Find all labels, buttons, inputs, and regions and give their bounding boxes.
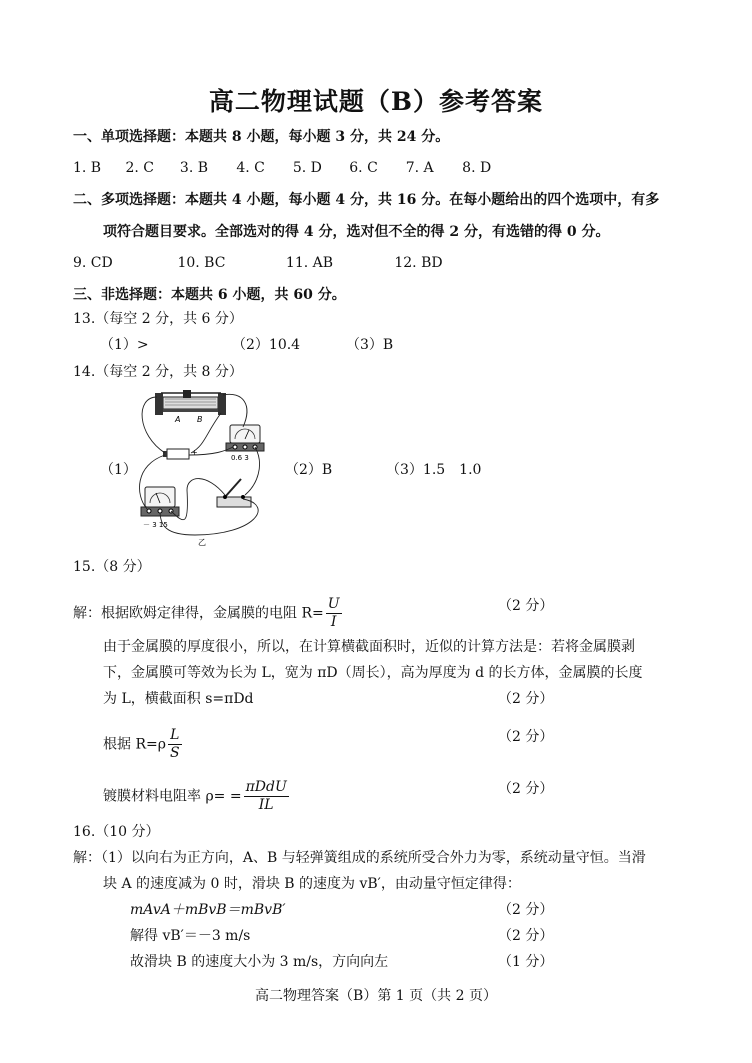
switch (217, 479, 251, 507)
answer-8: 8. D (462, 160, 492, 176)
q15-fraction-u-over-i (326, 596, 342, 631)
section-3-heading: 三、非选择题：本题共 6 小题，共 60 分。 (73, 287, 346, 303)
q14-answer-3: （3）1.5 1.0 (386, 462, 482, 478)
answer-4: 4. C (236, 160, 265, 176)
q15-line-5 (103, 727, 184, 762)
q16-line-2: 块 A 的速度减为 0 时，滑块 B 的速度为 vB′，由动量守恒定律得： (103, 876, 521, 892)
q13-answer-3: （3）B (346, 337, 394, 353)
q15-line-4: 为 L，横截面积 s=πDd (103, 691, 254, 707)
answer-5: 5. D (292, 160, 322, 176)
q15-frac3-num: πDdU (245, 779, 287, 795)
q15-line-5-text: 根据 R=ρ (103, 736, 166, 753)
q15-line-3: 下，金属膜可等效为长为 L，宽为 πD（周长），高为厚度为 d 的长方体，金属膜的长度 (103, 665, 643, 681)
q16-equation: mAvA＋mBvB＝mBvB′ (130, 902, 286, 918)
q15-score-4: （2 分） (498, 781, 554, 797)
figure-caption: 乙 (198, 538, 206, 547)
q15-line-6 (103, 779, 291, 814)
answer-10: 10. BC (177, 255, 226, 271)
battery-plus: + (191, 448, 198, 457)
circuit-diagram (125, 385, 270, 550)
q15-frac-num: U (327, 596, 340, 612)
section-2-heading-line-2: 项符合题目要求。全部选对的得 4 分，选对但不全的得 2 分，有选错的得 0 分。 (103, 224, 610, 240)
answer-6: 6. C (349, 160, 378, 176)
answer-11: 11. AB (285, 255, 334, 271)
q16-score-3: （1 分） (498, 954, 554, 970)
page-title: 高二物理试题（B）参考答案 (208, 87, 544, 116)
q16-line-1: 解：（1）以向右为正方向，A、B 与轻弹簧组成的系统所受合外力为零，系统动量守恒。当滑 (73, 850, 646, 866)
section-1-heading: 一、单项选择题：本题共 8 小题，每小题 3 分，共 24 分。 (73, 129, 450, 145)
q15-fraction-rho (244, 779, 289, 814)
q15-line-6-text: 镀膜材料电阻率 ρ= = (103, 788, 242, 805)
voltmeter-terminals: － 3 15 (143, 521, 168, 529)
q16-score-1: （2 分） (498, 902, 554, 918)
q15-frac2-den: S (169, 745, 180, 761)
voltmeter (141, 487, 179, 516)
rheostat (155, 390, 226, 415)
answer-7: 7. A (405, 160, 434, 176)
label-b: B (197, 415, 203, 424)
q15-head: 15.（8 分） (73, 559, 151, 575)
q15-score-1: （2 分） (498, 598, 554, 614)
section-2-heading-line-1: 二、多项选择题：本题共 4 小题，每小题 4 分，共 16 分。在每小题给出的四个选项中，有多 (73, 192, 660, 208)
q15-score-2: （2 分） (498, 691, 554, 707)
q16-head: 16.（10 分） (73, 824, 160, 840)
answer-9: 9. CD (73, 255, 113, 271)
q15-score-3: （2 分） (498, 729, 554, 745)
label-a: A (175, 415, 181, 424)
q14-head: 14.（每空 2 分，共 8 分） (73, 364, 243, 380)
q13-head: 13.（每空 2 分，共 6 分） (73, 311, 243, 327)
ammeter-terminals: 0.6 3 (231, 454, 249, 462)
q15-frac2-num: L (168, 727, 182, 745)
answer-12: 12. BD (394, 255, 443, 271)
answer-1: 1. B (73, 160, 102, 176)
q16-score-2: （2 分） (498, 928, 554, 944)
answer-3: 3. B (179, 160, 209, 176)
page-footer: 高二物理答案（B）第 1 页（共 2 页） (255, 988, 497, 1004)
section-2-answers (73, 253, 443, 273)
q15-line-1-text: 解：根据欧姆定律得，金属膜的电阻 R= (73, 605, 324, 622)
q15-frac3-den: IL (258, 797, 274, 813)
q14-answer-2: （2）B (285, 462, 333, 478)
battery (163, 449, 189, 459)
q13-answer-1: （1）> (100, 337, 149, 353)
q15-frac-den: I (330, 614, 337, 630)
section-1-answers (73, 158, 491, 178)
q15-line-1 (73, 596, 344, 631)
q15-line-2: 由于金属膜的厚度很小，所以，在计算横截面积时，近似的计算方法是：若将金属膜剥 (103, 639, 635, 655)
q13-answer-2: （2）10.4 (232, 337, 301, 353)
q16-line-4: 解得 vB′＝－3 m/s (130, 928, 251, 944)
answer-2: 2. C (125, 160, 154, 176)
q14-answer-1: （1） (100, 462, 137, 478)
q15-fraction-l-over-s (168, 727, 182, 762)
ammeter (226, 425, 264, 451)
q16-line-5: 故滑块 B 的速度大小为 3 m/s，方向向左 (130, 954, 389, 970)
